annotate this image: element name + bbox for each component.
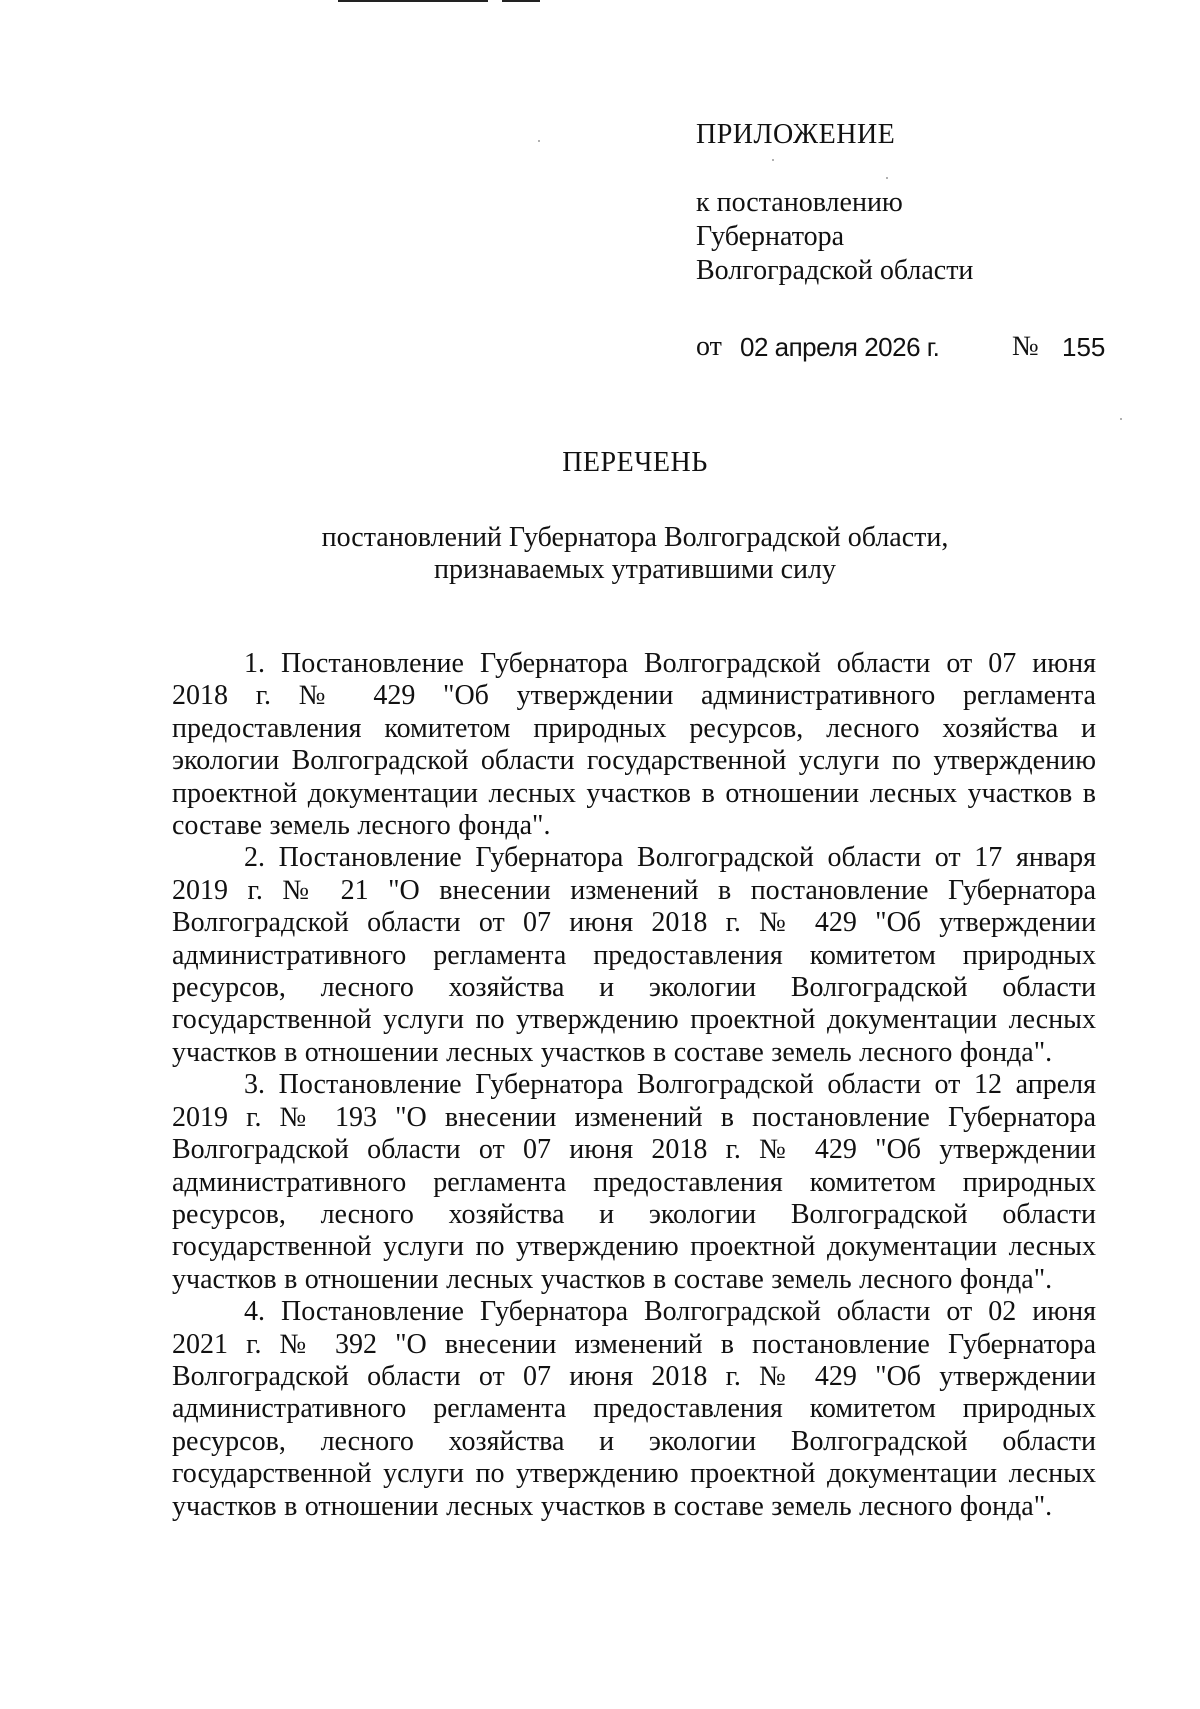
subtitle-line: постановлений Губернатора Волгоградской области, [321, 522, 949, 553]
scan-dust [1120, 418, 1122, 420]
appendix-title: ПРИЛОЖЕНИЕ [696, 119, 896, 150]
date-number-row [696, 330, 1166, 364]
date-prefix: от [696, 331, 722, 362]
decree-list [172, 648, 1096, 1523]
number-sign: № [1012, 331, 1039, 362]
scan-artifact-line [502, 0, 540, 2]
decree-item: 2. Постановление Губернатора Волгоградской области от 17 января 2019 г. № 21 "О внесении изменений в постановление Губернатора Волгоградской области от 07 июня 2018 г. № 429 "Об утверждении административного регламента предоставления комитетом природных ресурсов, лесного хозяйства и экологии Волгоградской области государственной услуги по утверждению проектной документации лесных участков в отношении лесных участков в составе земель лесного фонда". [172, 842, 1096, 1068]
approval-block [696, 118, 1166, 364]
decree-item: 1. Постановление Губернатора Волгоградской области от 07 июня 2018 г. № 429 "Об утверждении административного регламента предоставления комитетом природных ресурсов, лесного хозяйства и экологии Волгоградской области государственной услуги по утверждению проектной документации лесных участков в отношении лесных участков в составе земель лесного фонда". [172, 648, 1096, 842]
scan-artifact-line [338, 0, 488, 2]
scan-dust [538, 140, 540, 142]
decree-number: 155 [1062, 332, 1106, 362]
approval-ref-line: Губернатора [696, 221, 845, 252]
list-title: ПЕРЕЧЕНЬ [562, 447, 708, 478]
subtitle-line: признаваемых утратившими силу [433, 554, 837, 585]
approval-ref-line: к постановлению [696, 187, 903, 218]
list-subtitle [0, 522, 1200, 586]
decree-date: 02 апреля 2026 г. [740, 332, 940, 362]
decree-item: 4. Постановление Губернатора Волгоградской области от 02 июня 2021 г. № 392 "О внесении изменений в постановление Губернатора Волгоградской области от 07 июня 2018 г. № 429 "Об утверждении административного регламента предоставления комитетом природных ресурсов, лесного хозяйства и экологии Волгоградской области государственной услуги по утверждению проектной документации лесных участков в отношении лесных участков в составе земель лесного фонда". [172, 1296, 1096, 1522]
decree-item: 3. Постановление Губернатора Волгоградской области от 12 апреля 2019 г. № 193 "О внесении изменений в постановление Губернатора Волгоградской области от 07 июня 2018 г. № 429 "Об утверждении административного регламента предоставления комитетом природных ресурсов, лесного хозяйства и экологии Волгоградской области государственной услуги по утверждению проектной документации лесных участков в отношении лесных участков в составе земель лесного фонда". [172, 1069, 1096, 1295]
approval-ref-line: Волгоградской области [696, 255, 974, 286]
